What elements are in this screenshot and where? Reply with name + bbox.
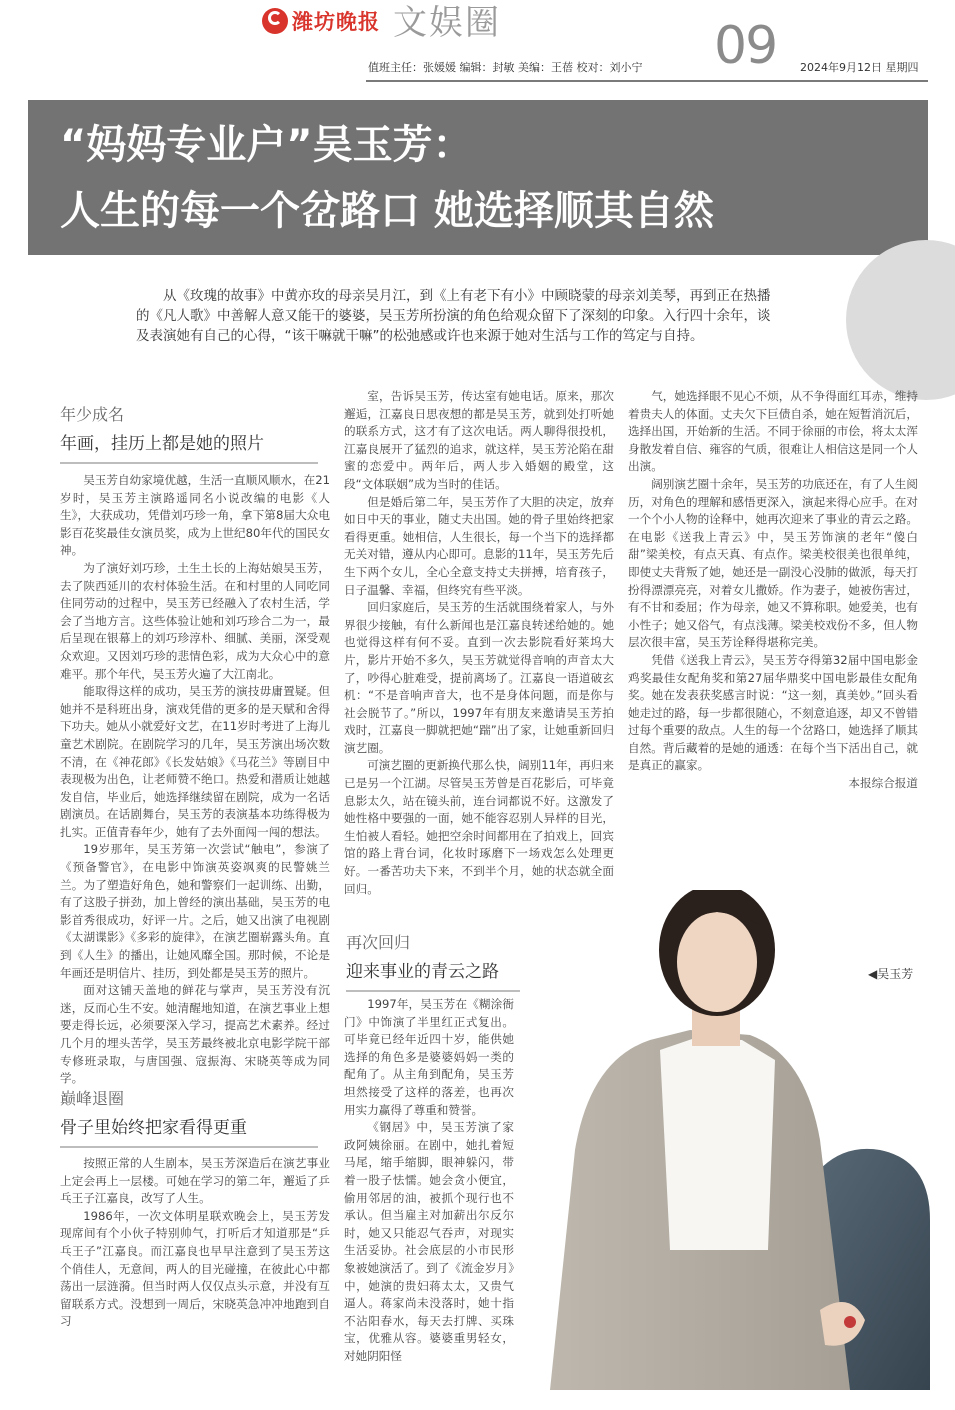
section-3-subtitle: 迎来事业的青云之路 [346,962,499,982]
paragraph: 气，她选择眼不见心不烦，从不争得面红耳赤，维持着贵夫人的体面。丈夫欠下巨债自杀，她在短暂消沉后，选择出国，开始新的生活。不同于徐丽的市侩，将太太浑身散发着自信、雍容的气质，很难让人相信这是同一个人出演。 [628,389,918,474]
section-name: 文娱圈 [393,3,501,43]
paragraph: 可演艺圈的更新换代那么快，阔别11年，再归来已是另一个江湖。尽管吴玉芳曾是百花影后，可毕竟息影太久，站在镜头前，连台词都说不好。这激发了她性格中要强的一面，她不能容忍别人异样的目光，生怕被人看轻。她把空余时间都用在了拍戏上，回宾馆的路上背台词，化妆时琢磨下一场戏怎么处理更好。一番苦功夫下来，不到半个月，她的状态就全面回归。 [344,758,614,896]
paragraph: 回归家庭后，吴玉芳的生活就围绕着家人，与外界很少接触，有什么新闻也是江嘉良转述给她的。她也觉得这样有何不妥。直到一次去影院看好莱坞大片，影片开始不多久，吴玉芳就觉得音响的声音太大了，吵得心脏难受，提前离场了。江嘉良一语道破玄机：“不是音响声音大，也不是身体问题，而是你与社会脱节了。”所以，1997年有朋友来邀请吴玉芳拍戏时，江嘉良一脚就把她“踹”出了家，让她重新回归演艺圈。 [344,600,614,755]
column-1-body-a [60,472,330,1092]
masthead-divider [366,80,928,82]
paragraph: 1997年，吴玉芳在《糊涂衙门》中饰演了半里红正式复出。可毕竟已经年近四十岁，能供她选择的角色多是婆婆妈妈一类的配角了。从主角到配角，吴玉芳坦然接受了这样的落差，也再次用实力赢得了尊重和赞誉。 [344,997,514,1117]
paragraph: 凭借《送我上青云》，吴玉芳夺得第32届中国电影金鸡奖最佳女配角奖和第27届华鼎奖中国电影最佳女配角奖。她在发表获奖感言时说：“这一刻，真美妙。”回头看她走过的路，每一步都很随心，不刻意追逐，却又不曾错过每个重要的敌点。人生的每一个岔路口，她选择了顺其自然。背后藏着的是她的通透：在每个当下活出自己，就是真正的赢家。 [628,652,918,773]
page-number: 09 [714,16,777,76]
section-2-title: 巅峰退圈 [60,1089,125,1108]
logo-swirl-icon [268,11,282,25]
newspaper-name: 潍坊晚报 [292,10,380,34]
column-2-body-b [344,996,514,1386]
paragraph: 室，告诉吴玉芳，传达室有她电话。原来，那次邂逅，江嘉良日思夜想的都是吴玉芳，就到处打听她的联系方式，这才有了这次电话。两人聊得很投机，江嘉良展开了猛烈的追求，就这样，吴玉芳沦陷在甜蜜的恋爱中。两年后，两人步入婚姻的殿堂，这段“文体联姻”成为当时的佳话。 [344,389,614,491]
photo-caption: ◀吴玉芳 [868,967,914,981]
paragraph: 按照正常的人生剧本，吴玉芳深造后在演艺事业上定会再上一层楼。可她在学习的第二年，邂逅了乒乓王子江嘉良，改写了人生。 [60,1156,330,1206]
paragraph: 为了演好刘巧珍，土生土长的上海姑娘吴玉芳，去了陕西延川的农村体验生活。在和村里的人同吃同住同劳动的过程中，吴玉芳已经融入了农村生活，学会了当地方言。这些体验让她和刘巧珍合二为一，最后呈现在银幕上的刘巧珍淳朴、细腻、美丽，深受观众欢迎。又因刘巧珍的悲情色彩，成为大众心中的意难平。那个年代，吴玉芳火遍了大江南北。 [60,560,330,681]
paragraph: 《钢居》中，吴玉芳演了家政阿姨徐丽。在剧中，她扎着短马尾，缩手缩脚，眼神躲闪，带着一股子怯懦。她会贪小便宜，偷用邻居的油，被抓个现行也不承认。但当雇主对加薪出尔反尔时，她又只能忍气吞声，对现实生活妥协。社会底层的小市民形象被她演活了。到了《流金岁月》中，她演的贵妇蒋太太，又贵气逼人。蒋家尚未没落时，她十指不沾阳春水，每天去打牌、买珠宝，优雅从容。婆婆重男轻女，对她阴阳怪 [344,1120,514,1363]
section-1-rule [60,462,318,464]
column-3-body [628,388,918,883]
paragraph: 19岁那年，吴玉芳第一次尝试“触电”，参演了《预备警官》，在电影中饰演英姿飒爽的民警姚兰兰。为了塑造好角色，她和警察们一起训练、出勤，有了这股子拼劲，加上曾经的演出基础，吴玉芳的电影首秀很成功，好评一片。之后，她又出演了电视剧《太湖谍影》《多彩的旋律》，在演艺圈崭露头角。直到《人生》的播出，让她风靡全国。那时候，不论是年画还是明信片、挂历，到处都是吴玉芳的照片。 [60,842,330,980]
face-shape [677,912,757,1012]
decorative-circle [846,240,955,400]
white-top-shape [660,1038,775,1250]
paragraph: 但是婚后第二年，吴玉芳作了大胆的决定，放弃如日中天的事业，随丈夫出国。她的骨子里始终把家看得更重。她相信，人生很长，每一个当下的选择都无关对错，遵从内心即可。息影的11年，吴玉芳先后生下两个女儿，全心全意支持丈夫拼搏，培育孩子，日子温馨、幸福，但终究有些平淡。 [344,494,614,597]
publication-date: 2024年9月12日 星期四 [800,61,919,74]
paragraph: 1986年，一次文体明星联欢晚会上，吴玉芳发现席间有个小伙子特别帅气，打听后才知道那是“乒乓王子”江嘉良。而江嘉良也早早注意到了吴玉芳这个俏佳人，无意间，两人的目光碰撞，在彼此心中都荡出一层涟漪。但当时两人仅仅点头示意，并没有互留联系方式。没想到一周后，宋晓英急冲冲地跑到自习 [60,1208,330,1329]
section-1-title: 年少成名 [60,405,125,424]
paragraph: 本报综合报道 [848,776,918,791]
section-1-subtitle: 年画，挂历上都是她的照片 [60,434,264,454]
headline-line-2: 人生的每一个岔路口 她选择顺其自然 [60,188,714,234]
section-2-subtitle: 骨子里始终把家看得更重 [60,1118,247,1138]
headline-line-1: “妈妈专业户”吴玉芳： [60,122,473,168]
paragraph: 吴玉芳自幼家境优越，生活一直顺风顺水，在21岁时，吴玉芳主演路遥同名小说改编的电影《人生》，大获成功，凭借刘巧珍一角，拿下第8届大众电影百花奖最佳女演员奖，成为上世纪80年代的国民女神。 [60,473,330,558]
ring-icon [844,1316,856,1328]
paragraph: 能取得这样的成功，吴玉芳的演技毋庸置疑。但她并不是科班出身，演戏凭借的更多的是天赋和舍得下功夫。她从小就爱好文艺，在11岁时考进了上海儿童艺术剧院。在剧院学习的几年，吴玉芳演出场次数不清，在《神花郎》《长发姑娘》《马花兰》等剧目中表现极为出色，让老师赞不绝口。热爱和潜质让她越发自信，毕业后，她选择继续留在剧院，成为一名话剧演员。在话剧舞台，吴玉芳的表演基本功练得极为扎实。正值青春年少，她有了去外面闯一闯的想法。 [60,684,330,839]
paragraph: 面对这铺天盖地的鲜花与掌声，吴玉芳没有沉迷，反而心生不安。她清醒地知道，在演艺事业上想要走得长远，必须要深入学习，提高艺术素养。经过几个月的埋头苦学，吴玉芳最终被北京电影学院干部专修班录取，与唐国强、寇振海、宋晓英等成为同学。 [60,983,330,1086]
column-2-body-a [344,388,614,948]
paragraph: 阔别演艺圈十余年，吴玉芳的功底还在，有了人生阅历，对角色的理解和感悟更深入，演起来得心应手。在对一个个小人物的诠释中，她再次迎来了事业的青云之路。在电影《送我上青云》中，吴玉芳饰演的老年“傻白甜”梁美校，有点天真、有点作。梁美校很美也很单纯，即使丈夫背叛了她，她还是一副没心没肺的做派，每天打扮得漂漂亮亮，对着女儿撒娇。作为妻子，她被伤害过，有不甘和委屈；作为母亲，她又不算称职。她爱美，也有小性子；她又俗气，有点浅薄。梁美校戏份不多，但人物层次很丰富，吴玉芳诠释得堪称完美。 [628,476,918,650]
section-2-rule [60,1146,318,1148]
column-1-body-b [60,1155,330,1383]
editor-credits: 值班主任：张媛媛 编辑：封敏 美编：王蓓 校对：刘小宁 [368,61,643,74]
lead-paragraph: 从《玫瑰的故事》中黄亦玫的母亲吴月江，到《上有老下有小》中顾晓蒙的母亲刘美琴，再到正在热播的《凡人歌》中善解人意又能干的婆婆，吴玉芳所扮演的角色给观众留下了深刻的印象。入行四十余年，谈及表演她有自己的心得，“该干嘛就干嘛”的松弛感或许也来源于她对生活与工作的笃定与自持。 [136,288,771,344]
section-3-title: 再次回归 [346,933,411,952]
